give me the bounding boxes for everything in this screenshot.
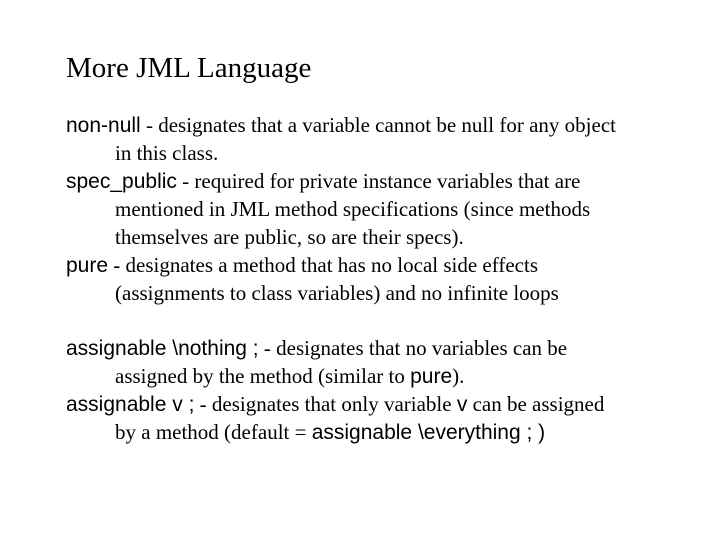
code-keyword: assignable \everything ; ) — [311, 421, 546, 444]
bullet-line — [66, 167, 706, 195]
description-text: by a method (default = — [115, 420, 312, 444]
bullet-pure — [66, 251, 706, 307]
bullet-line-continued — [66, 279, 706, 307]
description-text: - designates a method that has no local side effects — [108, 253, 539, 277]
bullet-line — [66, 111, 706, 139]
description-text: - required for private instance variables that are — [176, 169, 581, 193]
bullet-line-continued — [66, 139, 706, 167]
bullet-line-continued — [66, 223, 706, 251]
description-text: - designates that no variables can be — [258, 336, 568, 360]
section-spacer — [66, 307, 706, 334]
bullet-line — [66, 390, 706, 418]
bullet-list — [66, 111, 706, 446]
code-keyword: assignable v ; — [66, 393, 195, 416]
description-text: in this class. — [115, 141, 219, 165]
bullet-line — [66, 251, 706, 279]
code-keyword: pure — [410, 365, 453, 388]
bullet-assignable-nothing — [66, 334, 706, 390]
code-keyword: pure — [66, 254, 109, 277]
description-text: themselves are public, so are their specs). — [115, 225, 464, 249]
code-keyword: v — [456, 393, 468, 416]
description-text: assigned by the method (similar to — [115, 364, 411, 388]
slide-title: More JML Language — [66, 52, 312, 84]
bullet-spec-public — [66, 167, 706, 251]
bullet-line — [66, 334, 706, 362]
bullet-line-continued — [66, 362, 706, 390]
description-text: - designates that only variable — [194, 392, 457, 416]
code-keyword: non-null — [66, 114, 141, 137]
description-text: ). — [452, 364, 465, 388]
bullet-assignable-v — [66, 390, 706, 446]
bullet-line-continued — [66, 195, 706, 223]
bullet-line-continued — [66, 418, 706, 446]
code-keyword: assignable \nothing ; — [66, 337, 259, 360]
bullet-non-null — [66, 111, 706, 167]
description-text: can be assigned — [467, 392, 605, 416]
description-text: mentioned in JML method specifications (since methods — [115, 197, 591, 221]
description-text: (assignments to class variables) and no infinite loops — [115, 281, 559, 305]
description-text: - designates that a variable cannot be null for any object — [140, 113, 616, 137]
code-keyword: spec_public — [66, 170, 177, 193]
